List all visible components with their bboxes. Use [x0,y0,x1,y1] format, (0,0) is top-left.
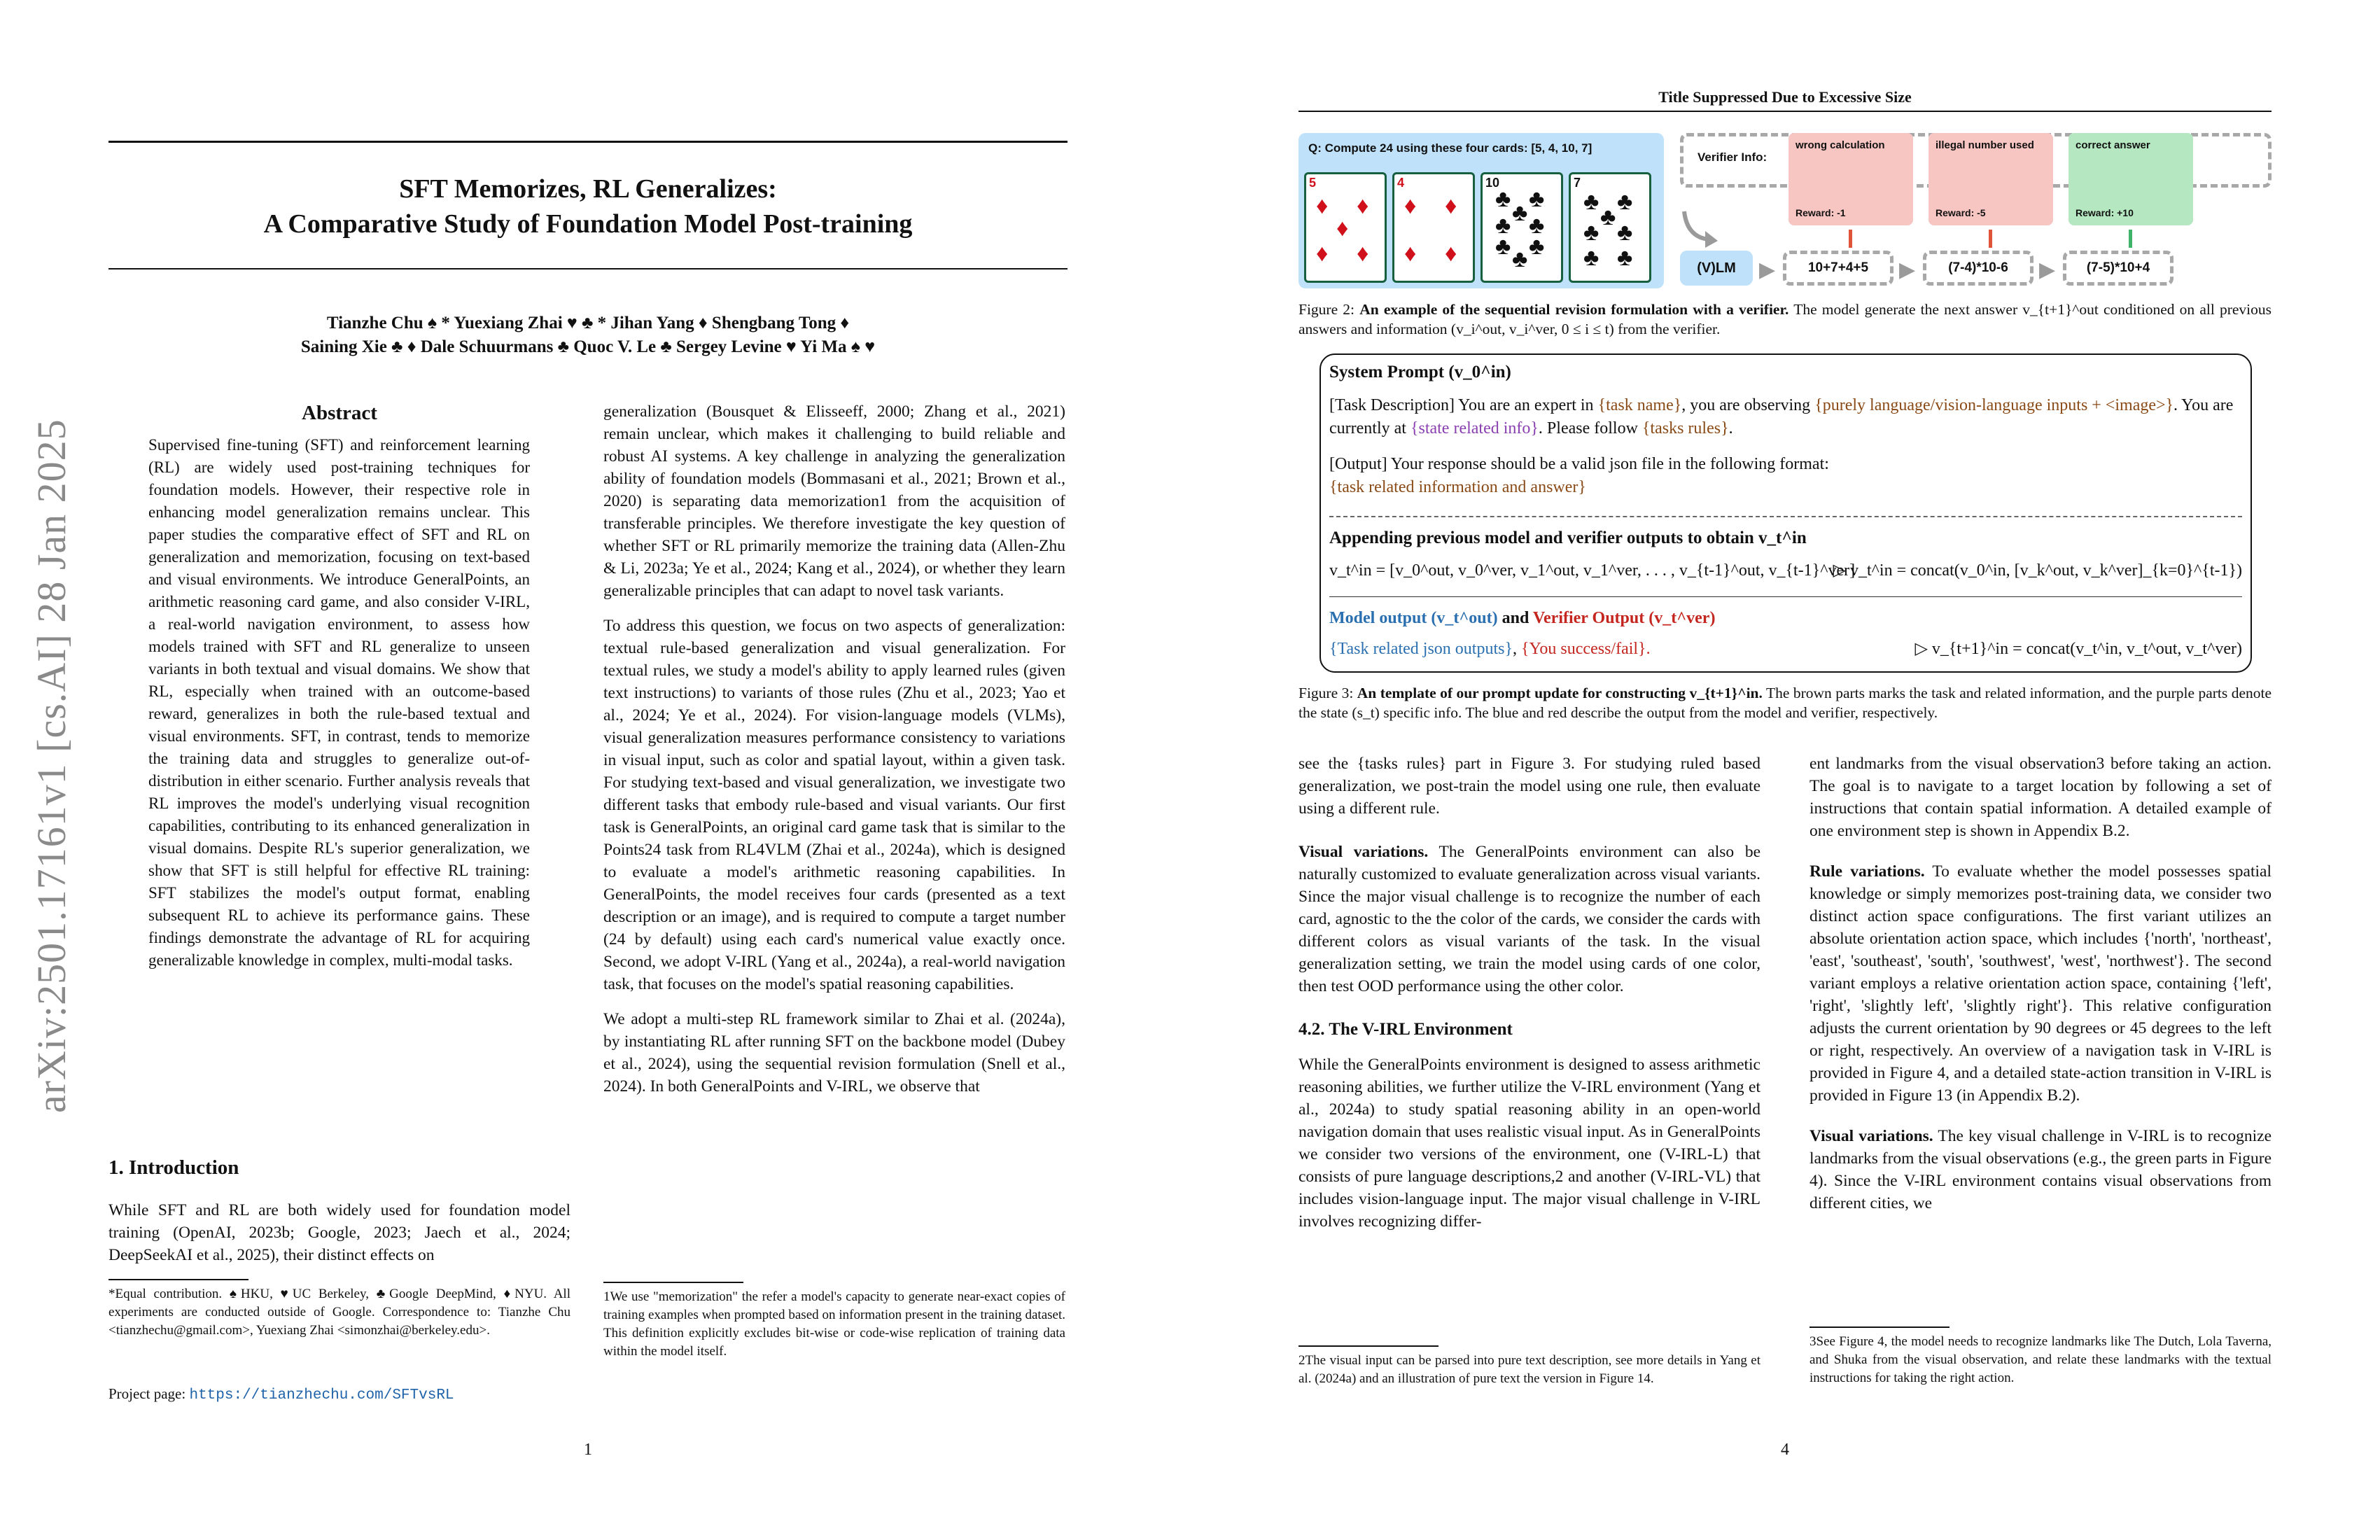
chevron-right-icon: ▶ [1899,258,1916,281]
title-top-rule [108,141,1068,143]
project-page-link[interactable]: https://tianzhechu.com/SFTvsRL [189,1387,454,1404]
intro-heading: 1. Introduction [108,1156,239,1179]
page4-col1 [1298,752,1760,1245]
rule-variations: Rule variations. To evaluate whether the model possesses spatial knowledge or simply memorizes post-training data, we consider two distinct action space configurations. The first variant utilizes an absolute orientation action space, which includes {'north', 'northeast', 'east', 'southeast', 'south', 'southwest', 'west', 'northwest'}. The second variant employs a relative orientation action space, containing {'left', 'right', 'slightly left', 'slightly right'}. This relative configuration adjusts the current orientation by 90 degrees or 45 degrees to the left or right, respectively. An overview of a navigation task in V-IRL is provided in Figure 4, and a detailed state-action transition in V-IRL is provided in Figure 13 (in Appendix B.2). [1809,862,2272,1105]
project-page [108,1385,570,1405]
title-bottom-rule [108,268,1068,270]
footnote-memorization: 1We use "memorization" the refer a model's capacity to generate near-exact copies of training examples when prompted based on information present in the training dataset. This definition explicitly excludes bit-wise or code-wise replication of training data within the model itself. [603,1289,1065,1359]
output-placeholder: {task related information and answer} [1329,478,1586,496]
page-number-4: 4 [1781,1441,1789,1459]
figure-3-caption: Figure 3: An template of our prompt update for constructing v_{t+1}^in. The brown parts marks the task and related information, and the purple parts denote the state (s_t) specific info. The blue and red describe the output from the model and verifier, respectively. [1298,685,2272,721]
footnote-rule-col2 [603,1282,743,1283]
figure-3 [1320,354,2252,673]
authors-line1: Tianzhe Chu ♠ * Yuexiang Zhai ♥ ♣ * Jihan Yang ♦ Shengbang Tong ♦ [326,314,850,332]
footnote-2: 2The visual input can be parsed into pure text description, see more details in Yang et al. (2024a) and an illustration of pure text the version in Figure 14. [1298,1353,1760,1386]
paper-title-line2: A Comparative Study of Foundation Model Post-training [263,209,913,239]
footnote-affiliations: *Equal contribution. ♠HKU, ♥UC Berkeley, ♣Google DeepMind, ♦NYU. All experiments are conducted outside of Google. Correspondence to: Tianzhe Chu <tianzhechu@gmail.com>, Yuexiang Zhai <simonzhai@berkeley.edu>. [108,1287,570,1338]
footnote-rule-r2 [1809,1326,1949,1328]
running-head: Title Suppressed Due to Excessive Size [1658,88,1912,106]
model-box: (V)LM [1680,251,1753,286]
project-page-label: Project page: [108,1385,186,1402]
card-4-diamonds: 4 ♦ ♦ ♦ ♦ [1392,172,1475,283]
page-4 [1190,0,2380,1540]
visual-variations: Visual variations. The key visual challenge in V-IRL is to recognize landmarks from the visual observations (e.g., the green parts in Figure 4). Since the V-IRL environment contains visual observations from different cities, we [1809,1127,2272,1212]
question-panel [1298,133,1664,288]
footnote-rule-left [108,1279,248,1280]
append-formula-right: ▷ v_t^in = concat(v_0^in, [v_k^out, v_k^ver]_{k=0}^{t-1}) [1833,561,2242,580]
paper-title-line1: SFT Memorizes, RL Generalizes: [399,174,777,204]
section-4-2-heading: 4.2. The V-IRL Environment [1298,1020,1513,1039]
col2-para2: To address this question, we focus on two aspects of generalization: textual rule-based generalization and visual generalization. For textual rules, we study a model's ability to apply learned rules (given text instructions) to variants of those rules (Zhu et al., 2023; Yao et al., 2024; Ye et al., 2024). For vision-language models (VLMs), visual generalization measures performance consistency to variations in visual input, such as color and spatial layout, within a given task. For studying text-based and visual generalization, we investigate two different tasks that embody rule-based and visual variants. Our first task is GeneralPoints, an original card game task that is similar to the Points24 task from RL4VLM (Zhai et al., 2024a), which is designed to evaluate a model's arithmetic reasoning capabilities. In GeneralPoints, the model receives four cards (presented as a text description or an image), and is required to compute a target number (24 by default) using each card's numerical value exactly once. Second, we adopt V-IRL (Yang et al., 2024a), a real-world navigation task, that focuses on the model's spatial reasoning capabilities. [603,617,1065,993]
col2-para1: generalization (Bousquet & Elisseeff, 2000; Zhang et al., 2021) remain unclear, which makes it challenging to build reliable and robust AI systems. A key challenge in analyzing the generalization ability of foundation models (Bommasani et al., 2021; Brown et al., 2020) is separating data memorization1 from the acquisition of transferable principles. We therefore investigate the key question of whether SFT or RL primarily memorize the training data (Allen-Zhu & Li, 2023a; Ye et al., 2024; Kang et al., 2024), or whether they learn generalizable principles that can adapt to novel task variants. [603,402,1065,600]
dashed-divider [1329,516,2242,517]
card-7-clubs: 7 ♣ ♣ ♣ ♣ ♣ ♣ ♣ [1569,172,1651,283]
authors-line2: Saining Xie ♣ ♦ Dale Schuurmans ♣ Quoc V. Le ♣ Sergey Levine ♥ Yi Ma ♠ ♥ [300,337,876,356]
col1-visual-variations: Visual variations. The GeneralPoints environment can also be naturally customized to evaluate generalization across visual variants. Since the major visual challenge is to recognize the number of each card, agnostic to the the color of the cards, we consider the cards with different colors as visual variants of the task. In the visual generalization setting, we train the model using cards of one color, then test OOD performance using the other color. [1298,843,1760,995]
task-description: [Task Description] You are an expert in {task name}, you are observing {purely language/vision-language inputs + <image>}. You are currently at {state related info}. Please follow {tasks rules}. [1329,396,2234,438]
footnote-3: 3See Figure 4, the model needs to recognize landmarks like The Dutch, Lola Taverna, and Shuka from the visual observation, and relate these landmarks with the textual instructions for taking the right action. [1809,1334,2272,1385]
col2-landmarks: ent landmarks from the visual observation3 before taking an action. The goal is to navigate to a target location by following a set of instructions that contain spatial information. A detailed example of one environment step is shown in Appendix B.2. [1809,755,2272,840]
page4-col2 [1809,752,2272,1227]
append-title: Appending previous model and verifier outputs to obtain v_t^in [1329,528,1807,547]
footnote-rule-r1 [1298,1345,1438,1347]
intro-text: While SFT and RL are both widely used for foundation model training (OpenAI, 2023b; Google, 2023; Jaech et al., 2024; DeepSeekAI et al., 2025), their distinct effects on [108,1201,570,1264]
arxiv-stamp: arXiv:2501.17161v1 [cs.AI] 28 Jan 2025 [29,419,74,1113]
answer-2: (7-4)*10-6 [1923,251,2033,286]
abstract-text: Supervised fine-tuning (SFT) and reinforcement learning (RL) are widely used post-training techniques for foundation models. However, their respective role in enhancing model generalization remains unclear. This paper studies the comparative effect of SFT and RL on generalization and memorization, focusing on text-based and visual environments. We introduce GeneralPoints, an arithmetic reasoning card game, and also consider V-IRL, a real-world navigation environment, to assess how models trained with SFT and RL generalize to unseen variants in both textual and visual domains. We show that RL, especially when trained with an outcome-based reward, generalizes in both the rule-based textual and visual environments. SFT, in contrast, tends to memorize the training data and struggles to generalize out-of-distribution in either scenario. Further analysis reveals that RL improves the model's underlying visual recognition capabilities, contributing to its enhanced generalization in visual domains. Despite RL's superior generalization, we show that SFT is still helpful for effective RL training: SFT stabilizes the model's output format, enabling subsequent RL to achieve its performance gains. These findings demonstrate the advantage of RL for acquiring generalizable knowledge in complex, multi-modal tasks. [148,436,530,969]
append-formula [1329,559,2242,582]
system-prompt-title: System Prompt (v_0^in) [1329,363,1511,382]
stem-2 [1989,230,1992,248]
card-10-clubs: 10 ♣ ♣ ♣ ♣ ♣ ♣ ♣ ♣ [1480,172,1563,283]
append-formula-left: v_t^in = [v_0^out, v_0^ver, v_1^out, v_1^ver, . . . , v_{t-1}^out, v_{t-1}^ver] [1329,561,1856,580]
answer-1: 10+7+4+5 [1783,251,1893,286]
col1-para1: see the {tasks rules} part in Figure 3. For studying ruled based generalization, we post-train the model using one rule, then evaluate using a different rule. [1298,755,1760,818]
verifier-wrong-calculation: wrong calculation Reward: -1 [1788,133,1913,225]
verifier-illegal-number: illegal number used Reward: -5 [1928,133,2053,225]
verifier-correct-answer: correct answer Reward: +10 [2068,133,2193,225]
figure-2 [1298,133,2272,293]
stem-1 [1849,230,1852,248]
card-5-diamonds: 5 ♦ ♦ ♦ ♦ ♦ [1304,172,1387,283]
verifier-label: Verifier Info: [1698,150,1768,164]
update-formula: ▷ v_{t+1}^in = concat(v_t^in, v_t^out, v_t^ver) [1914,640,2242,658]
curved-arrow-icon [1680,209,1722,251]
page1-col2 [603,400,1065,1110]
col2-para3: We adopt a multi-step RL framework similar to Zhai et al. (2024a), by instantiating RL after running SFT on the backbone model (Dubey et al., 2024), using the sequential revision formulation (Snell et al., 2024). In both GeneralPoints and V-IRL, we observe that [603,1010,1065,1096]
section-4-2-text: While the GeneralPoints environment is designed to assess arithmetic reasoning abilities, we further utilize the V-IRL environment (Yang et al., 2024a) to study spatial reasoning ability in an open-world navigation domain that uses realistic visual input. As in GeneralPoints we consider two versions of the environment, one (V-IRL-L) that consists of pure language descriptions,2 and another (V-IRL-VL) that includes vision-language input. The major visual challenge in V-IRL involves recognizing differ- [1298,1056,1760,1231]
chevron-right-icon: ▶ [1759,258,1776,281]
page-number-1: 1 [584,1441,592,1459]
output-labels: Model output (v_t^out) and Verifier Output (v_t^ver) [1329,609,1716,627]
solid-divider [1329,596,2242,597]
figure-2-caption: Figure 2: An example of the sequential revision formulation with a verifier. The model generate the next answer v_{t+1}^out conditioned on all previous answers and information (v_i^out, v_i^ver, 0 ≤ i ≤ t) from the verifier. [1298,301,2272,337]
question-text: Q: Compute 24 using these four cards: [5, 4, 10, 7] [1308,141,1592,155]
chevron-right-icon: ▶ [2039,258,2056,281]
stem-3 [2129,230,2132,248]
running-head-rule [1298,111,2272,112]
output-values: {Task related json outputs}, {You success/fail}. ▷ v_{t+1}^in = concat(v_t^in, v_t^out, v_t^ver) [1329,638,2242,661]
abstract-heading: Abstract [302,402,377,424]
output-instruction: [Output] Your response should be a valid json file in the following format: [1329,455,1829,473]
answer-3: (7-5)*10+4 [2063,251,2174,286]
